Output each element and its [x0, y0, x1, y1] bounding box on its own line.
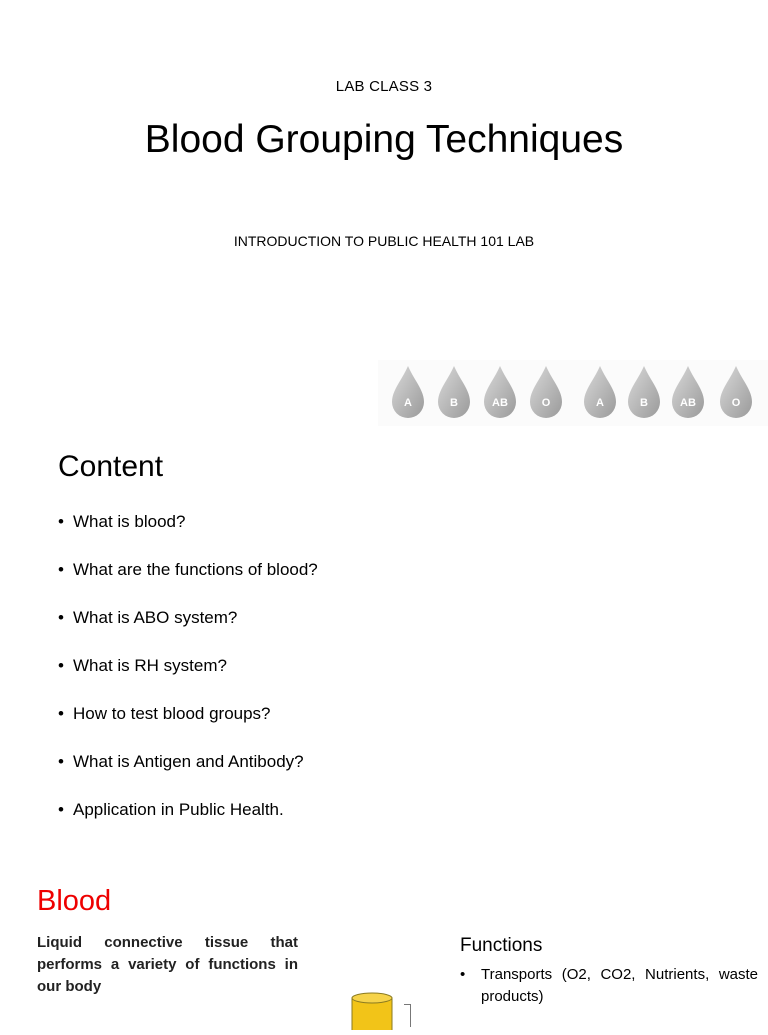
blood-heading: Blood [37, 885, 112, 917]
drop-label: O [731, 397, 741, 409]
functions-heading: Functions [460, 935, 543, 956]
list-item: • What is blood? [58, 510, 318, 558]
drop-label: B [640, 397, 648, 409]
list-item: • What is ABO system? [58, 606, 318, 654]
drop-label: B [450, 397, 458, 409]
blood-drop-icon [434, 364, 474, 420]
blood-drop-icon [668, 364, 708, 420]
blood-drop-icon [624, 364, 664, 420]
blood-description: Liquid connective tissue that performs a variety of functions in our body [37, 934, 298, 995]
slide-kicker: LAB CLASS 3 [335, 78, 433, 95]
list-item: • How to test blood groups? [58, 702, 318, 750]
drop-label: A [404, 397, 412, 409]
drop-label: AB [492, 397, 508, 409]
drop-label: O [541, 397, 551, 409]
blood-drop-icon [388, 364, 428, 420]
content-heading: Content [58, 450, 164, 483]
blood-drop-icon [580, 364, 620, 420]
drop-label: A [596, 397, 604, 409]
blood-drops-graphic [378, 360, 768, 426]
blood-drop-icon [526, 364, 566, 420]
list-item: • What are the functions of blood? [58, 558, 318, 606]
list-item: • What is Antigen and Antibody? [58, 750, 318, 798]
drop-label: AB [680, 397, 696, 409]
functions-list [460, 964, 758, 1008]
content-list [58, 510, 318, 846]
page-title: Blood Grouping Techniques [144, 118, 624, 161]
list-item: • Application in Public Health. [58, 798, 318, 846]
slide-subtitle: INTRODUCTION TO PUBLIC HEALTH 101 LAB [233, 233, 535, 249]
test-tube-icon [350, 990, 394, 1030]
list-item: • What is RH system? [58, 654, 318, 702]
blood-drop-icon [480, 364, 520, 420]
list-item: • Transports (O2, CO2, Nutrients, waste products) [460, 964, 758, 1008]
blood-drop-icon [716, 364, 756, 420]
